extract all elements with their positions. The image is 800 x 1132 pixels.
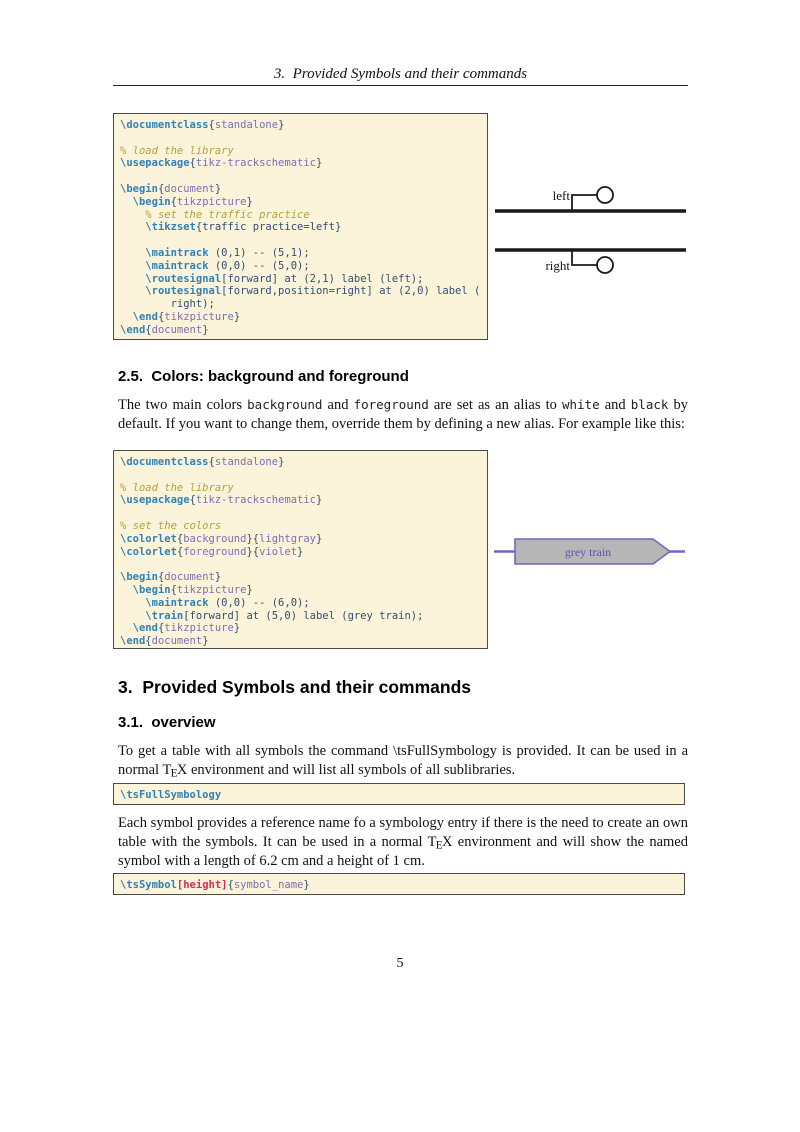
signal-mast-bottom — [572, 250, 597, 265]
header-rule — [113, 85, 688, 86]
diagram-route-signals — [488, 180, 688, 295]
signal-mast-top — [572, 195, 597, 211]
page-number: 5 — [396, 956, 404, 971]
heading-3: 3. Provided Symbols and their commands — [118, 677, 472, 697]
grey-train-drawing — [488, 535, 688, 571]
code-listing-traffic-practice: \documentclass{standalone} % load the library \usepackage{tikz-trackschematic} \begin{document} \begin{tikzpicture} % set the traffic practice \tikzset{traffic practice=left} \maintrack (0,1) -- (5,1); \maintrack (0,0) -- (5,0); \routesignal[forward] at (2,1) label (left); \routesignal[forward,position=right] at (2,0) label ( right); \end{tikzpicture} \end{document} — [113, 113, 488, 340]
signal-label-right: right — [545, 258, 570, 273]
paragraph-colors: The two main colors background and foreground are set as an alias to white and black by default. If you want to change them, override them by defining a new alias. For example like this: — [118, 397, 689, 432]
code-listing-colors-example: \documentclass{standalone} % load the library \usepackage{tikz-trackschematic} % set the colors \colorlet{background}{lightgray} \colorlet{foreground}{violet} \begin{document} \begin{tikzpicture} \maintrack (0,0) -- (6,0); \train[forward] at (5,0) label (grey train); \end{tikzpicture} \end{document} — [113, 450, 488, 649]
signal-head-bottom — [597, 257, 613, 273]
route-signals-drawing — [488, 180, 688, 290]
heading-3-1: 3.1. overview — [118, 714, 216, 731]
paragraph-overview: To get a table with all symbols the command \tsFullSymbology is provided. It can be used in a normal TEX environment and will list all symbols of all sublibraries. — [118, 743, 688, 780]
paragraph-symbol: Each symbol provides a reference name fo a symbology entry if there is the need to create an own table with the symbols. It can be used in a normal TEX environment and will show the named symbol with a length of 6.2 cm and a height of 1 cm. — [118, 815, 688, 870]
diagram-grey-train — [488, 535, 688, 576]
code-listing-ts-symbol: \tsSymbol[height]{symbol_name} — [113, 873, 685, 895]
running-header-title: 3. Provided Symbols and their commands — [273, 66, 528, 82]
signal-head-top — [597, 187, 613, 203]
code-listing-full-symbology: \tsFullSymbology — [113, 783, 685, 805]
signal-label-left: left — [552, 188, 570, 203]
train-label: grey train — [564, 545, 612, 559]
heading-2-5: 2.5. Colors: background and foreground — [118, 368, 409, 385]
